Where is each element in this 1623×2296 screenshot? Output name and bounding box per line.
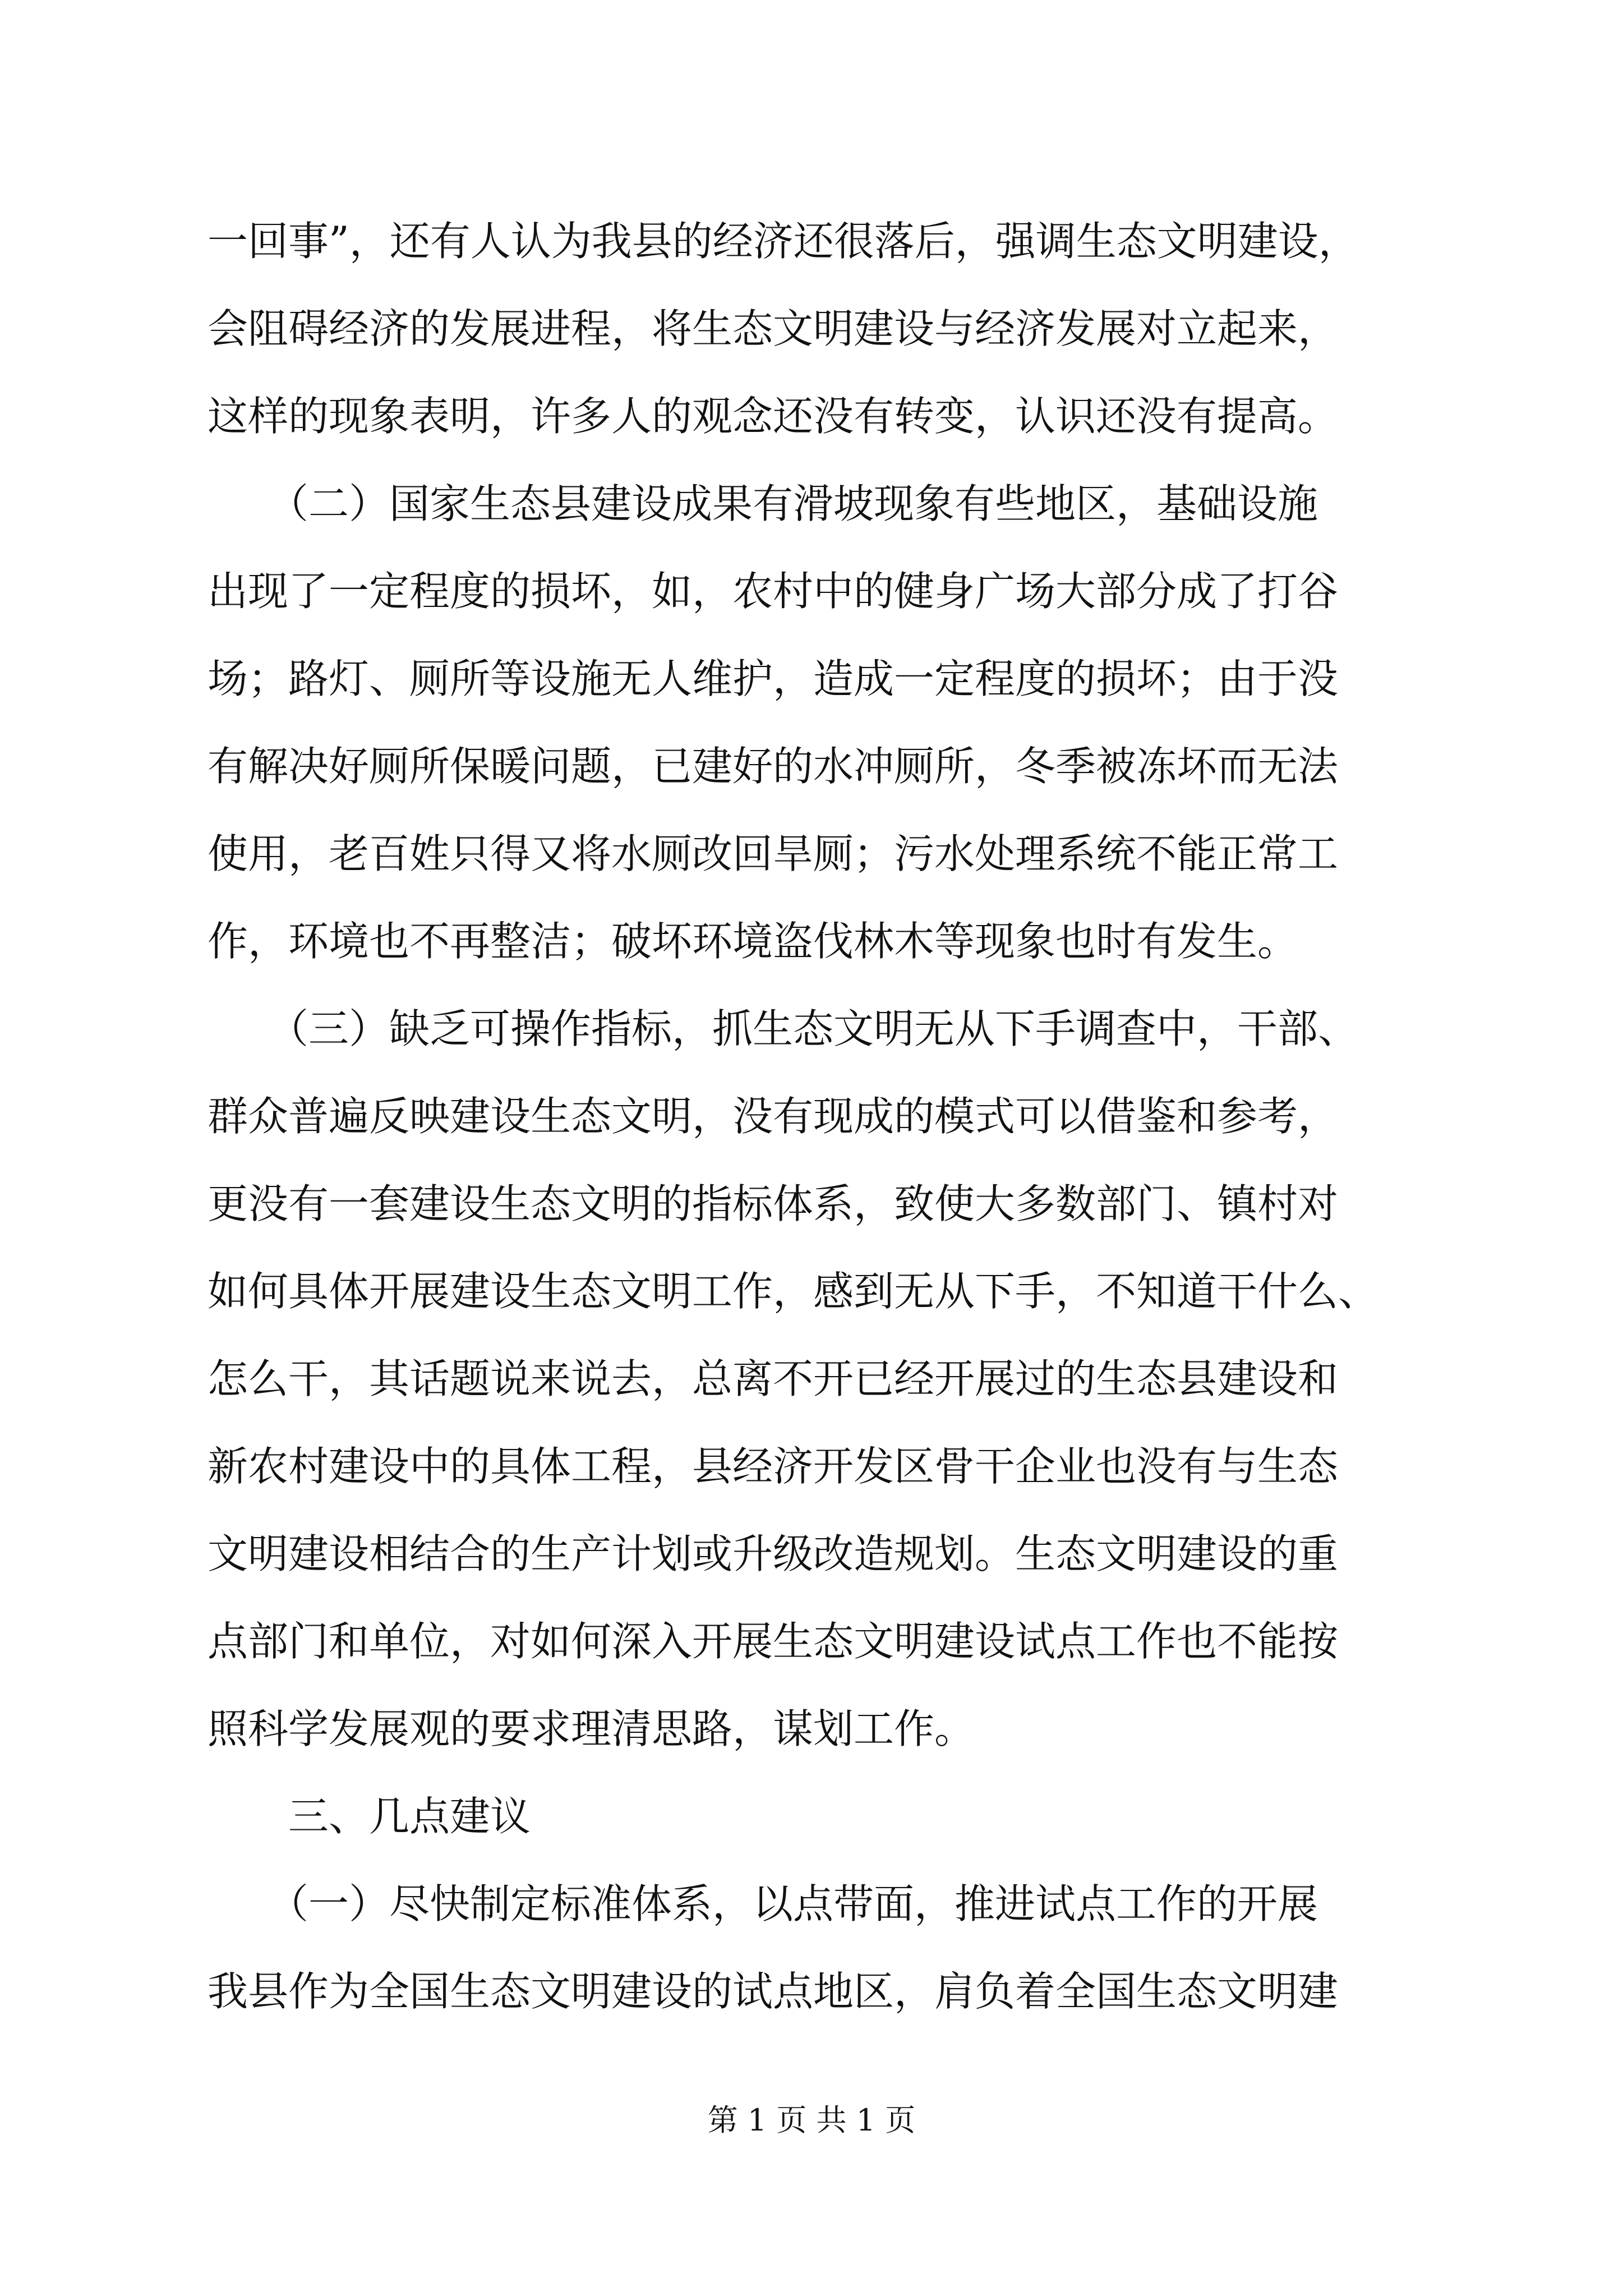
text-line: 作，环境也不再整洁；破坏环境盗伐林木等现象也时有发生。	[208, 918, 1298, 965]
text-line: （三）缺乏可操作指标，抓生态文明无从下手调查中，干部、	[208, 1005, 1359, 1052]
text-line: 点部门和单位，对如何深入开展生态文明建设试点工作也不能按	[208, 1618, 1339, 1665]
text-line: 出现了一定程度的损坏，如，农村中的健身广场大部分成了打谷	[208, 568, 1339, 615]
text-line: 场；路灯、厕所等设施无人维护，造成一定程度的损坏；由于没	[208, 655, 1339, 702]
text-line: （二）国家生态县建设成果有滑坡现象有些地区，基础设施	[208, 480, 1318, 527]
text-line: 群众普遍反映建设生态文明，没有现成的模式可以借鉴和参考，	[208, 1093, 1339, 1140]
page-footer	[0, 2098, 1623, 2143]
text-line: 一回事”，还有人认为我县的经济还很落后，强调生态文明建设，	[208, 218, 1359, 265]
text-line: 使用，老百姓只得又将水厕改回旱厕；污水处理系统不能正常工	[208, 830, 1339, 877]
page-number-label: 第 1 页 共 1 页	[707, 2102, 916, 2138]
text-line: 这样的现象表明，许多人的观念还没有转变，认识还没有提高。	[208, 393, 1339, 440]
text-line: 会阻碍经济的发展进程，将生态文明建设与经济发展对立起来，	[208, 305, 1339, 352]
text-line: 文明建设相结合的生产计划或升级改造规划。生态文明建设的重	[208, 1530, 1339, 1577]
section-heading: 三、几点建议	[208, 1793, 531, 1840]
text-line: （一）尽快制定标准体系，以点带面，推进试点工作的开展	[208, 1880, 1318, 1927]
document-body	[208, 197, 1413, 2035]
text-line: 照科学发展观的要求理清思路，谋划工作。	[208, 1705, 975, 1752]
text-line: 我县作为全国生态文明建设的试点地区，肩负着全国生态文明建	[208, 1968, 1339, 2015]
text-line: 更没有一套建设生态文明的指标体系，致使大多数部门、镇村对	[208, 1180, 1339, 1227]
text-line: 新农村建设中的具体工程，县经济开发区骨干企业也没有与生态	[208, 1443, 1339, 1490]
text-line: 怎么干，其话题说来说去，总离不开已经开展过的生态县建设和	[208, 1355, 1339, 1402]
text-line: 如何具体开展建设生态文明工作，感到无从下手，不知道干什么、	[208, 1268, 1379, 1315]
text-line: 有解决好厕所保暖问题，已建好的水冲厕所，冬季被冻坏而无法	[208, 743, 1339, 790]
